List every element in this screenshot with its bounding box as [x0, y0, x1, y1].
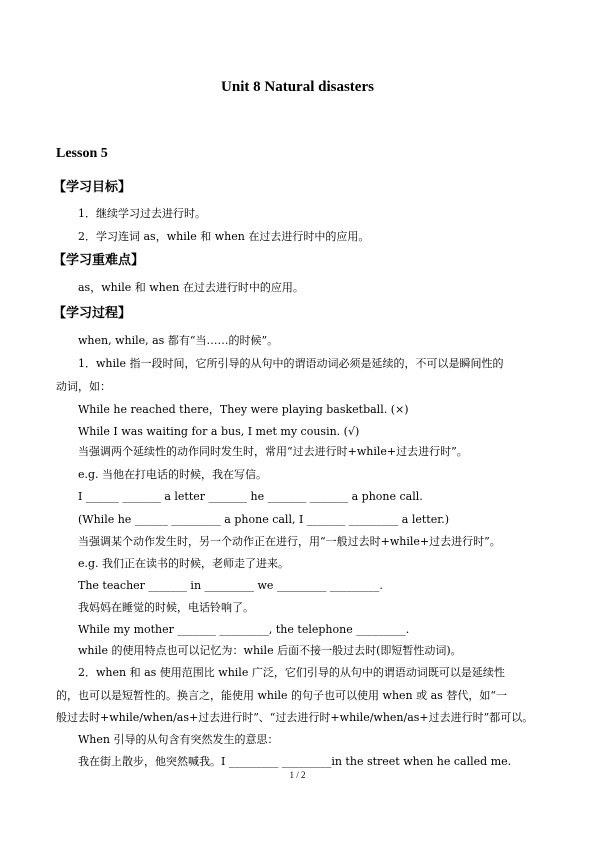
exercise-line: While my mother _______ _________, the telephone _________. [78, 623, 410, 636]
process-line: when, while, as 都有“当……的时候”。 [78, 334, 279, 347]
process-line: 般过去时+while/when/as+过去进行时”、“过去进行时+while/when/as+过去进行时”都可以。 [56, 711, 534, 724]
process-line: 1．while 指一段时间，它所引导的从句中的谓语动词必须是延续的，不可以是瞬间性的 [78, 357, 504, 370]
goal-item: 2．学习连词 as，while 和 when 在过去进行时中的应用。 [78, 230, 370, 243]
goals-heading: 【学习目标】 [53, 180, 132, 195]
process-line: When 引导的从句含有突然发生的意思： [78, 733, 279, 746]
process-line: while 的使用特点也可以记忆为：while 后面不接一般过去时(即短暂性动词)。 [78, 644, 462, 657]
document-title: Unit 8 Natural disasters [221, 79, 374, 95]
exercise-line: I ______ _______ a letter _______ he _______ _______ a phone call. [78, 490, 423, 503]
process-heading: 【学习过程】 [53, 306, 132, 321]
key-points-heading: 【学习重难点】 [53, 253, 145, 268]
key-points-text: as，while 和 when 在过去进行时中的应用。 [78, 281, 304, 294]
process-line: 当强调两个延续性的动作同时发生时，常用“过去进行时+while+过去进行时”。 [78, 445, 468, 458]
exercise-line: The teacher _______ in _________ we _________ _________. [78, 579, 383, 592]
process-line: 的，也可以是短暂性的。换言之，能使用 while 的句子也可以使用 when 或 as 替代，如“一 [56, 689, 507, 702]
process-line: While he reached there，They were playing basketball. (×) [78, 403, 409, 416]
exercise-line: (While he ______ _________ a phone call, I _______ _________ a letter.) [78, 513, 450, 526]
goal-item: 1．继续学习过去进行时。 [78, 207, 206, 220]
process-line: While I was waiting for a bus, I met my cousin. (√) [78, 425, 360, 438]
process-line: 我妈妈在睡觉的时候，电话铃响了。 [78, 601, 254, 614]
process-line: e.g. 我们正在读书的时候，老师走了进来。 [78, 557, 290, 570]
process-line: 当强调某个动作发生时，另一个动作正在进行，用“一般过去时+while+过去进行时”。 [78, 535, 501, 548]
lesson-heading: Lesson 5 [56, 146, 108, 161]
process-line: 动词，如： [56, 380, 111, 393]
process-line: e.g. 当他在打电话的时候，我在写信。 [78, 468, 268, 481]
exercise-line: 我在街上散步，他突然喊我。I _________ _________in the street when he called me. [78, 755, 512, 768]
page-number: 1 / 2 [289, 770, 306, 780]
process-line: 2．when 和 as 使用范围比 while 广泛，它们引导的从句中的谓语动词既可以是延续性 [78, 666, 505, 679]
